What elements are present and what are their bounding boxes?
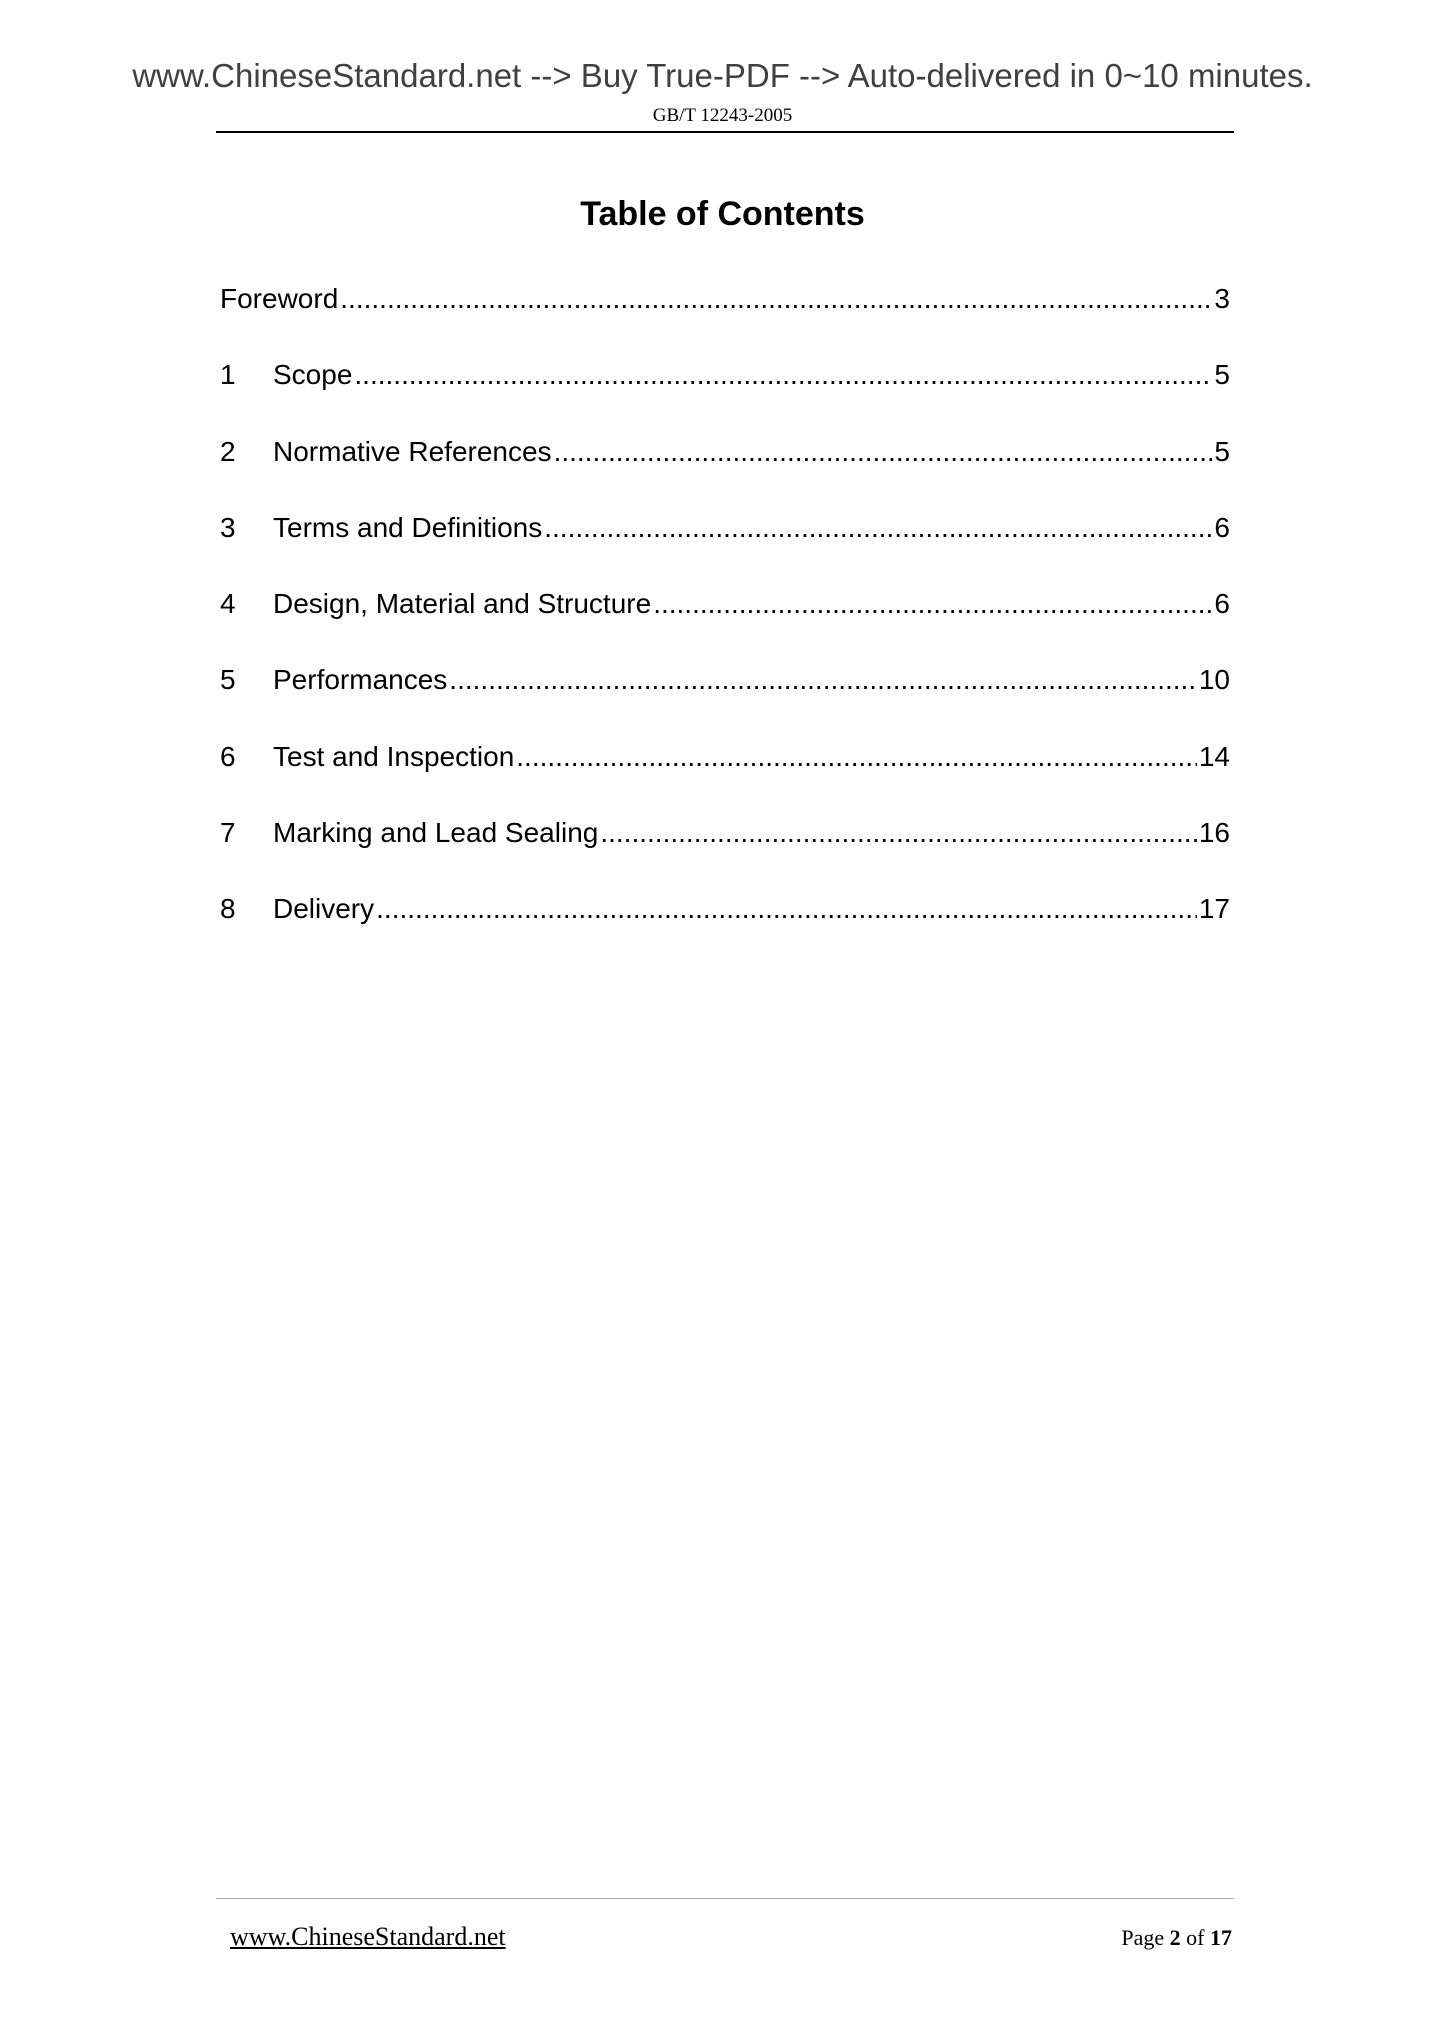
toc-entry-page: 5 (1214, 435, 1230, 467)
toc-entry-page: 16 (1198, 817, 1230, 849)
toc-entry-label: Design, Material and Structure (273, 588, 652, 620)
toc-dot-leader (376, 889, 1197, 929)
toc-entry-test-and-inspection[interactable] (220, 737, 1230, 777)
page-of: of (1186, 1925, 1205, 1950)
toc-entry-label: Performances (273, 664, 448, 696)
toc-entry-page: 6 (1214, 511, 1230, 543)
page-number (1121, 1924, 1232, 1952)
page-prefix: Page (1121, 1925, 1165, 1950)
toc-dot-leader (554, 432, 1213, 472)
toc-entry-delivery[interactable] (220, 889, 1230, 929)
toc-dot-leader (544, 508, 1212, 548)
toc-entry-page: 6 (1214, 588, 1230, 620)
toc-entry-foreword[interactable] (220, 279, 1230, 319)
site-banner: www.ChineseStandard.net --> Buy True-PDF --> Auto-delivered in 0~10 minutes. (132, 57, 1313, 94)
toc-entry-number: 5 (220, 664, 236, 696)
toc-entry-page: 17 (1198, 893, 1230, 925)
toc-dot-leader (354, 355, 1212, 395)
toc-entry-label: Foreword (220, 283, 339, 314)
toc-entry-label: Test and Inspection (273, 740, 515, 772)
toc-entry-page: 3 (1214, 283, 1230, 314)
footer-divider (216, 1898, 1234, 1899)
toc-entry-marking-and-lead-sealing[interactable] (220, 813, 1230, 853)
toc-entry-label: Normative References (273, 435, 552, 467)
toc-entry-label: Scope (273, 359, 353, 391)
toc-entry-page: 14 (1198, 740, 1230, 772)
toc-entry-number: 4 (220, 588, 236, 620)
toc-dot-leader (653, 584, 1212, 624)
toc-entry-number: 2 (220, 435, 236, 467)
toc-entry-number: 1 (220, 359, 236, 391)
toc-dot-leader (600, 813, 1197, 853)
toc-list (220, 279, 1230, 966)
toc-entry-number: 3 (220, 511, 236, 543)
toc-entry-scope[interactable] (220, 355, 1230, 395)
toc-entry-page: 10 (1198, 664, 1230, 696)
toc-dot-leader (449, 660, 1197, 700)
toc-title: Table of Contents (580, 195, 865, 233)
toc-dot-leader (340, 279, 1212, 319)
toc-entry-number: 7 (220, 817, 236, 849)
document-code: GB/T 12243-2005 (652, 105, 793, 126)
toc-entry-terms-and-definitions[interactable] (220, 508, 1230, 548)
toc-dot-leader (516, 737, 1197, 777)
toc-entry-label: Delivery (273, 893, 375, 925)
toc-entry-number: 6 (220, 740, 236, 772)
page-total: 17 (1210, 1925, 1232, 1950)
toc-entry-design-material-structure[interactable] (220, 584, 1230, 624)
toc-entry-normative-references[interactable] (220, 432, 1230, 472)
page-current: 2 (1169, 1925, 1181, 1950)
footer-site-link[interactable]: www.ChineseStandard.net (230, 1922, 506, 1951)
header-divider (216, 131, 1234, 133)
toc-entry-label: Terms and Definitions (273, 511, 543, 543)
toc-entry-performances[interactable] (220, 660, 1230, 700)
toc-entry-label: Marking and Lead Sealing (273, 817, 599, 849)
toc-entry-page: 5 (1214, 359, 1230, 391)
toc-entry-number: 8 (220, 893, 236, 925)
